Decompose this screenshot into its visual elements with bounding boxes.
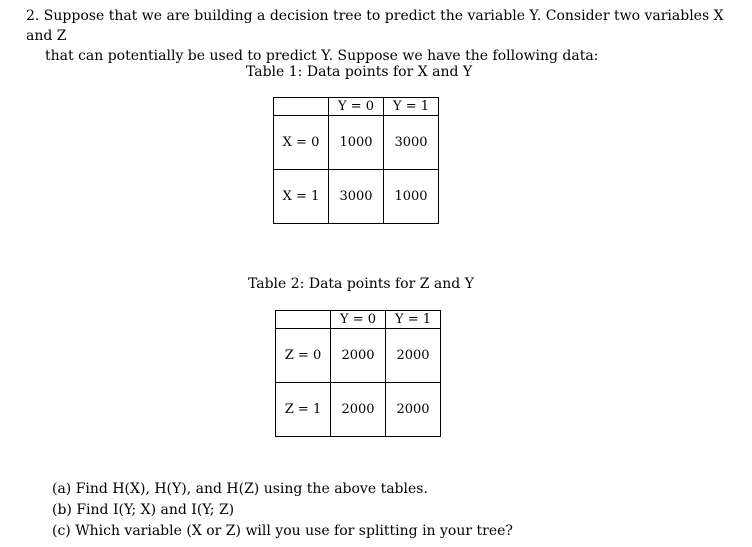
table2-caption: Table 2: Data points for Z and Y: [248, 276, 474, 292]
question-b: (b) Find I(Y; X) and I(Y; Z): [52, 502, 235, 518]
table1-caption: Table 1: Data points for X and Y: [246, 64, 473, 80]
table1-cell: 1000: [384, 170, 439, 224]
question-a: (a) Find H(X), H(Y), and H(Z) using the above tables.: [52, 481, 428, 497]
table1-cell: 3000: [329, 170, 384, 224]
table1-row-header-1: X = 1: [274, 170, 329, 224]
question-c: (c) Which variable (X or Z) will you use for splitting in your tree?: [52, 523, 513, 539]
table2-cell: 2000: [331, 329, 386, 383]
table1-cell: 3000: [384, 116, 439, 170]
table1: [273, 97, 439, 224]
table2-cell: 2000: [386, 383, 441, 437]
table1-col-header-0: Y = 0: [329, 98, 384, 116]
table2-cell: 2000: [386, 329, 441, 383]
question-list: [52, 479, 513, 542]
table2-cell: 2000: [331, 383, 386, 437]
table2-corner-cell: [276, 311, 331, 329]
table2-row-header-0: Z = 0: [276, 329, 331, 383]
table2-row-header-1: Z = 1: [276, 383, 331, 437]
table1-row-header-0: X = 0: [274, 116, 329, 170]
problem-statement: [26, 6, 726, 66]
problem-line-2: that can potentially be used to predict Y. Suppose we have the following data:: [45, 48, 599, 64]
table2-col-header-0: Y = 0: [331, 311, 386, 329]
table2: [275, 310, 441, 437]
table1-cell: 1000: [329, 116, 384, 170]
table1-col-header-1: Y = 1: [384, 98, 439, 116]
table1-corner-cell: [274, 98, 329, 116]
table2-col-header-1: Y = 1: [386, 311, 441, 329]
problem-line-1: 2. Suppose that we are building a decision tree to predict the variable Y. Consider two variables X and Z: [26, 8, 724, 44]
